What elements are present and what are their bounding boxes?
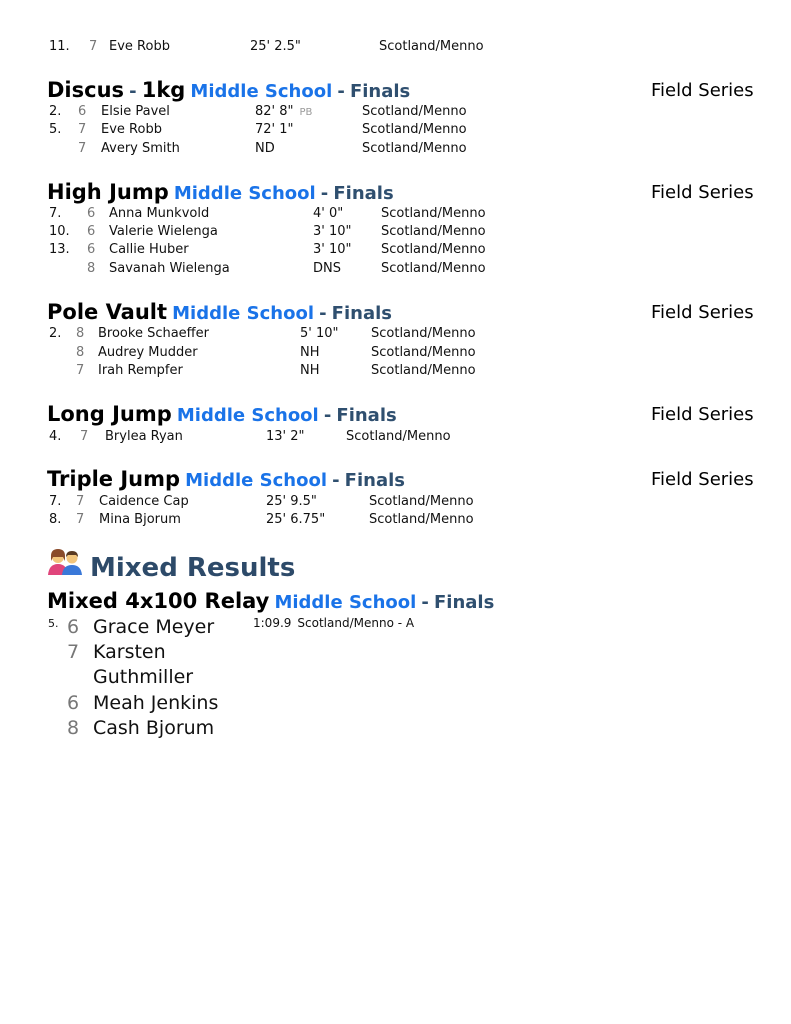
- athlete-name: Eve Robb: [109, 39, 170, 54]
- team: Scotland/Menno - A: [297, 616, 415, 630]
- athlete-name: Cash Bjorum: [93, 717, 215, 739]
- mark: NH: [300, 345, 320, 360]
- athlete-name: Savanah Wielenga: [109, 261, 230, 276]
- athlete-name: Elsie Pavel: [101, 104, 170, 119]
- place: 7.: [49, 206, 62, 221]
- team: Scotland/Menno: [346, 429, 451, 444]
- grade: 6: [87, 224, 96, 239]
- mark: 13' 2": [266, 429, 305, 444]
- place: 2.: [49, 104, 62, 119]
- team: Scotland/Menno: [381, 242, 486, 257]
- division: Middle School: [190, 81, 333, 102]
- relay-result: [253, 616, 420, 630]
- athlete-name: Avery Smith: [101, 141, 180, 156]
- grade: 8: [67, 717, 80, 739]
- place: 5.: [49, 122, 62, 137]
- round: Finals: [336, 405, 397, 426]
- event-name: Triple Jump: [47, 467, 181, 491]
- team: Scotland/Menno: [369, 512, 474, 527]
- place: 7.: [49, 494, 62, 509]
- mixed-results-header: [48, 549, 295, 583]
- mark: 5' 10": [300, 326, 339, 341]
- series-label: Field Series: [651, 404, 754, 425]
- athlete-name: Callie Huber: [109, 242, 189, 257]
- event-header-mixed-relay: [47, 588, 494, 616]
- grade: 8: [76, 345, 85, 360]
- event-name: Discus: [47, 78, 125, 102]
- event-header-pole-vault: [47, 299, 392, 327]
- dash: -: [319, 303, 327, 324]
- event-header-long-jump: [47, 401, 397, 429]
- series-label: Field Series: [651, 182, 754, 203]
- team: Scotland/Menno: [362, 141, 467, 156]
- grade: 6: [67, 616, 80, 638]
- grade: 7: [76, 494, 85, 509]
- mark: 3' 10": [313, 242, 352, 257]
- team: Scotland/Menno: [379, 39, 484, 54]
- team: Scotland/Menno: [371, 363, 476, 378]
- grade: 7: [78, 141, 87, 156]
- grade: 6: [67, 692, 80, 714]
- athlete-name: Guthmiller: [93, 666, 194, 688]
- relay-time: 1:09.9: [253, 616, 292, 630]
- mark: 25' 2.5": [250, 39, 301, 54]
- division: Middle School: [185, 470, 327, 491]
- athlete-name: Brylea Ryan: [105, 429, 183, 444]
- team: Scotland/Menno: [362, 104, 467, 119]
- team: Scotland/Menno: [381, 224, 486, 239]
- division: Middle School: [173, 183, 316, 204]
- mark: NH: [300, 363, 320, 378]
- round: Finals: [349, 81, 411, 102]
- dash: -: [129, 81, 137, 102]
- athlete-name: Grace Meyer: [93, 616, 215, 638]
- grade: 6: [78, 104, 87, 119]
- round: Finals: [333, 183, 394, 204]
- mark: 82' 8": [255, 104, 294, 119]
- team: Scotland/Menno: [371, 345, 476, 360]
- grade: 7: [67, 641, 80, 663]
- place: 4.: [49, 429, 62, 444]
- round: Finals: [344, 470, 405, 491]
- series-label: Field Series: [651, 469, 754, 490]
- place: 5.: [48, 617, 59, 630]
- place: 2.: [49, 326, 62, 341]
- series-label: Field Series: [651, 302, 754, 323]
- series-label: Field Series: [651, 80, 754, 101]
- athlete-name: Eve Robb: [101, 122, 162, 137]
- people-icon: [48, 549, 82, 587]
- mark: 4' 0": [313, 206, 344, 221]
- division: Middle School: [176, 405, 319, 426]
- athlete-name: Audrey Mudder: [98, 345, 198, 360]
- dash: -: [323, 405, 332, 426]
- grade: 7: [80, 429, 89, 444]
- event-name: Mixed 4x100 Relay: [47, 589, 270, 613]
- pb-badge: PB: [299, 107, 313, 118]
- round: Finals: [433, 592, 495, 613]
- mark: 3' 10": [313, 224, 352, 239]
- grade: 7: [76, 512, 85, 527]
- mark: 72' 1": [255, 122, 294, 137]
- team: Scotland/Menno: [381, 206, 486, 221]
- team: Scotland/Menno: [369, 494, 474, 509]
- round: Finals: [331, 303, 392, 324]
- athlete-name: Caidence Cap: [99, 494, 189, 509]
- athlete-name: Brooke Schaeffer: [98, 326, 209, 341]
- place: 10.: [49, 224, 70, 239]
- athlete-name: Anna Munkvold: [109, 206, 210, 221]
- team: Scotland/Menno: [362, 122, 467, 137]
- place: 11.: [49, 39, 70, 54]
- event-name: High Jump: [47, 180, 169, 204]
- athlete-name: Irah Rempfer: [98, 363, 183, 378]
- grade: 7: [78, 122, 87, 137]
- section-title: Mixed Results: [90, 553, 296, 583]
- event-name: Pole Vault: [47, 300, 168, 324]
- mark: DNS: [313, 261, 341, 276]
- athlete-name: Karsten: [93, 641, 166, 663]
- event-weight: 1kg: [141, 78, 186, 102]
- grade: 7: [76, 363, 85, 378]
- event-header-high-jump: [47, 179, 394, 207]
- grade: 6: [87, 206, 96, 221]
- dash: -: [337, 81, 345, 102]
- mark: ND: [255, 141, 275, 156]
- place: 8.: [49, 512, 62, 527]
- place: 13.: [49, 242, 70, 257]
- grade: 6: [87, 242, 96, 257]
- team: Scotland/Menno: [381, 261, 486, 276]
- athlete-name: Mina Bjorum: [99, 512, 181, 527]
- dash: -: [332, 470, 340, 491]
- grade: 7: [89, 39, 98, 54]
- dash: -: [320, 183, 329, 204]
- dash: -: [421, 592, 429, 613]
- team: Scotland/Menno: [371, 326, 476, 341]
- event-header-triple-jump: [47, 466, 405, 494]
- event-header-discus: [47, 77, 410, 105]
- mark: 25' 6.75": [266, 512, 326, 527]
- athlete-name: Valerie Wielenga: [109, 224, 218, 239]
- division: Middle School: [172, 303, 314, 324]
- mark: 25' 9.5": [266, 494, 317, 509]
- division: Middle School: [274, 592, 417, 613]
- mark-cell: [255, 104, 312, 121]
- grade: 8: [76, 326, 85, 341]
- grade: 8: [87, 261, 96, 276]
- event-name: Long Jump: [47, 402, 172, 426]
- athlete-name: Meah Jenkins: [93, 692, 219, 714]
